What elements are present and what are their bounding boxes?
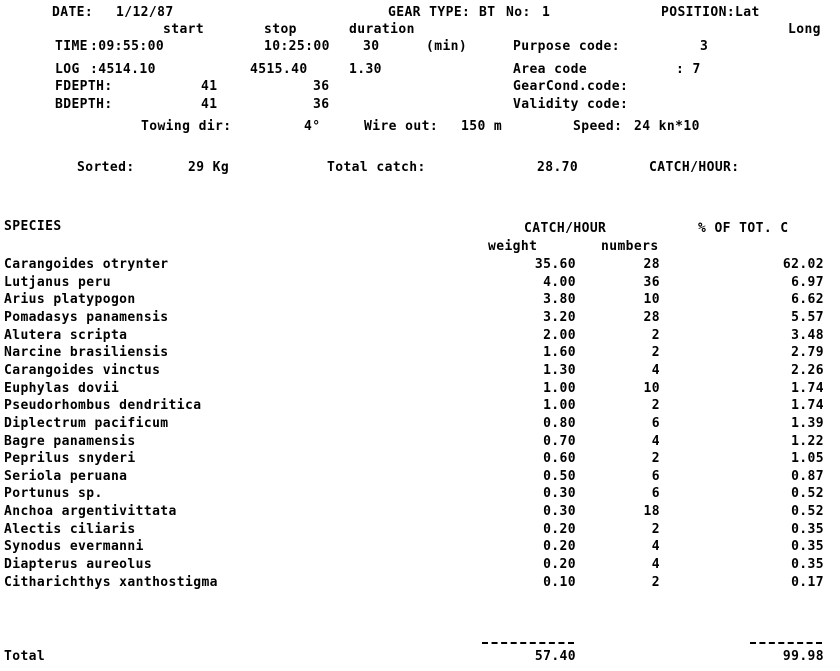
speed-label: Speed: — [573, 119, 623, 134]
pct-of-total: 0.52 — [791, 486, 824, 501]
catch-numbers: 6 — [651, 416, 660, 431]
time-unit: (min) — [426, 39, 468, 54]
species-name: Citharichthys xanthostigma — [4, 575, 218, 590]
pct-of-total: 1.22 — [791, 434, 824, 449]
pct-of-total: 62.02 — [782, 257, 824, 272]
pct-of-total: 0.35 — [791, 557, 824, 572]
catch-weight: 3.20 — [543, 310, 576, 325]
pct-of-total: 6.97 — [791, 275, 824, 290]
catch-numbers: 4 — [651, 539, 660, 554]
purpose-label: Purpose code: — [513, 39, 620, 54]
species-name: Pseudorhombus dendritica — [4, 398, 202, 413]
bdepth-stop: 36 — [313, 97, 330, 112]
bdepth-start: 41 — [201, 97, 218, 112]
catch-hour-summary-label: CATCH/HOUR: — [649, 160, 740, 175]
species-name: Alutera scripta — [4, 328, 128, 343]
purpose-value: 3 — [700, 39, 709, 54]
catch-weight: 0.10 — [543, 575, 576, 590]
catch-numbers: 18 — [643, 504, 660, 519]
species-name: Diplectrum pacificum — [4, 416, 169, 431]
catch-numbers: 36 — [643, 275, 660, 290]
catch-weight: 0.60 — [543, 451, 576, 466]
catch-weight: 0.20 — [543, 539, 576, 554]
pct-total-header: % OF TOT. C — [698, 221, 789, 236]
species-name: Portunus sp. — [4, 486, 103, 501]
catch-numbers: 2 — [651, 522, 660, 537]
weight-header: weight — [488, 239, 538, 254]
species-name: Diapterus aureolus — [4, 557, 153, 572]
start-column-label: start — [163, 22, 205, 37]
date-value: 1/12/87 — [116, 5, 174, 20]
position-label: POSITION:Lat — [661, 5, 760, 20]
gear-value: BT — [479, 5, 496, 20]
catch-weight: 1.60 — [543, 345, 576, 360]
duration-column-label: duration — [349, 22, 415, 37]
total-catch-value: 28.70 — [537, 160, 579, 175]
pct-of-total: 1.39 — [791, 416, 824, 431]
species-header: SPECIES — [4, 219, 62, 234]
pct-of-total: 3.48 — [791, 328, 824, 343]
catch-weight: 0.30 — [543, 486, 576, 501]
catch-hour-header: CATCH/HOUR — [524, 221, 607, 236]
pct-of-total: 6.62 — [791, 292, 824, 307]
towing-label: Towing dir: — [141, 119, 232, 134]
validity-label: Validity code: — [513, 97, 629, 112]
catch-numbers: 2 — [651, 398, 660, 413]
no-value: 1 — [542, 5, 551, 20]
species-name: Anchoa argentivittata — [4, 504, 177, 519]
log-start: :4514.10 — [90, 62, 156, 77]
species-name: Synodus evermanni — [4, 539, 144, 554]
species-name: Lutjanus peru — [4, 275, 111, 290]
catch-weight: 0.20 — [543, 557, 576, 572]
time-stop: 10:25:00 — [264, 39, 330, 54]
catch-weight: 4.00 — [543, 275, 576, 290]
species-name: Bagre panamensis — [4, 434, 136, 449]
catch-numbers: 4 — [651, 434, 660, 449]
pct-of-total: 2.79 — [791, 345, 824, 360]
pct-of-total: 1.05 — [791, 451, 824, 466]
pct-of-total: 0.17 — [791, 575, 824, 590]
catch-numbers: 6 — [651, 486, 660, 501]
species-name: Carangoides vinctus — [4, 363, 161, 378]
stop-column-label: stop — [264, 22, 297, 37]
sorted-value: 29 Kg — [188, 160, 230, 175]
species-name: Peprilus snyderi — [4, 451, 136, 466]
catch-numbers: 10 — [643, 292, 660, 307]
catch-weight: 3.80 — [543, 292, 576, 307]
pct-of-total: 2.26 — [791, 363, 824, 378]
log-duration: 1.30 — [349, 62, 382, 77]
total-weight: 57.40 — [534, 649, 576, 664]
fdepth-label: FDEPTH: — [55, 79, 113, 94]
pct-of-total: 0.35 — [791, 522, 824, 537]
total-label: Total — [4, 649, 46, 664]
numbers-header: numbers — [601, 239, 659, 254]
time-label: TIME — [55, 39, 88, 54]
pct-of-total: 0.35 — [791, 539, 824, 554]
catch-weight: 1.00 — [543, 381, 576, 396]
catch-weight: 0.80 — [543, 416, 576, 431]
gearcond-label: GearCond.code: — [513, 79, 629, 94]
towing-value: 4° — [304, 119, 321, 134]
catch-numbers: 4 — [651, 363, 660, 378]
fdepth-start: 41 — [201, 79, 218, 94]
gear-label: GEAR TYPE: — [388, 5, 471, 20]
pct-total-rule — [750, 642, 822, 644]
catch-weight: 35.60 — [534, 257, 576, 272]
catch-weight: 0.30 — [543, 504, 576, 519]
time-start: :09:55:00 — [90, 39, 165, 54]
species-name: Pomadasys panamensis — [4, 310, 169, 325]
catch-weight: 0.20 — [543, 522, 576, 537]
total-catch-label: Total catch: — [327, 160, 426, 175]
pct-of-total: 0.87 — [791, 469, 824, 484]
catch-numbers: 28 — [643, 310, 660, 325]
catch-numbers: 6 — [651, 469, 660, 484]
time-duration: 30 — [363, 39, 380, 54]
bdepth-label: BDEPTH: — [55, 97, 113, 112]
catch-numbers: 10 — [643, 381, 660, 396]
species-name: Narcine brasiliensis — [4, 345, 169, 360]
sorted-label: Sorted: — [77, 160, 135, 175]
pct-of-total: 0.52 — [791, 504, 824, 519]
catch-weight: 0.70 — [543, 434, 576, 449]
catch-numbers: 2 — [651, 345, 660, 360]
pct-of-total: 1.74 — [791, 398, 824, 413]
catch-numbers: 4 — [651, 557, 660, 572]
wire-value: 150 m — [461, 119, 503, 134]
date-label: DATE: — [52, 5, 94, 20]
wire-label: Wire out: — [364, 119, 439, 134]
catch-numbers: 28 — [643, 257, 660, 272]
species-name: Arius platypogon — [4, 292, 136, 307]
log-stop: 4515.40 — [250, 62, 308, 77]
area-label: Area code — [513, 62, 588, 77]
species-name: Alectis ciliaris — [4, 522, 136, 537]
pct-of-total: 1.74 — [791, 381, 824, 396]
fdepth-stop: 36 — [313, 79, 330, 94]
species-name: Carangoides otrynter — [4, 257, 169, 272]
catch-numbers: 2 — [651, 451, 660, 466]
weight-total-rule — [482, 642, 574, 644]
catch-weight: 0.50 — [543, 469, 576, 484]
speed-value: 24 kn*10 — [634, 119, 700, 134]
catch-weight: 2.00 — [543, 328, 576, 343]
catch-weight: 1.00 — [543, 398, 576, 413]
no-label: No: — [506, 5, 531, 20]
total-pct: 99.98 — [782, 649, 824, 664]
area-value: : 7 — [676, 62, 701, 77]
long-label: Long — [788, 22, 821, 37]
catch-numbers: 2 — [651, 328, 660, 343]
catch-numbers: 2 — [651, 575, 660, 590]
pct-of-total: 5.57 — [791, 310, 824, 325]
log-label: LOG — [55, 62, 80, 77]
species-name: Seriola peruana — [4, 469, 128, 484]
catch-weight: 1.30 — [543, 363, 576, 378]
species-name: Euphylas dovii — [4, 381, 120, 396]
